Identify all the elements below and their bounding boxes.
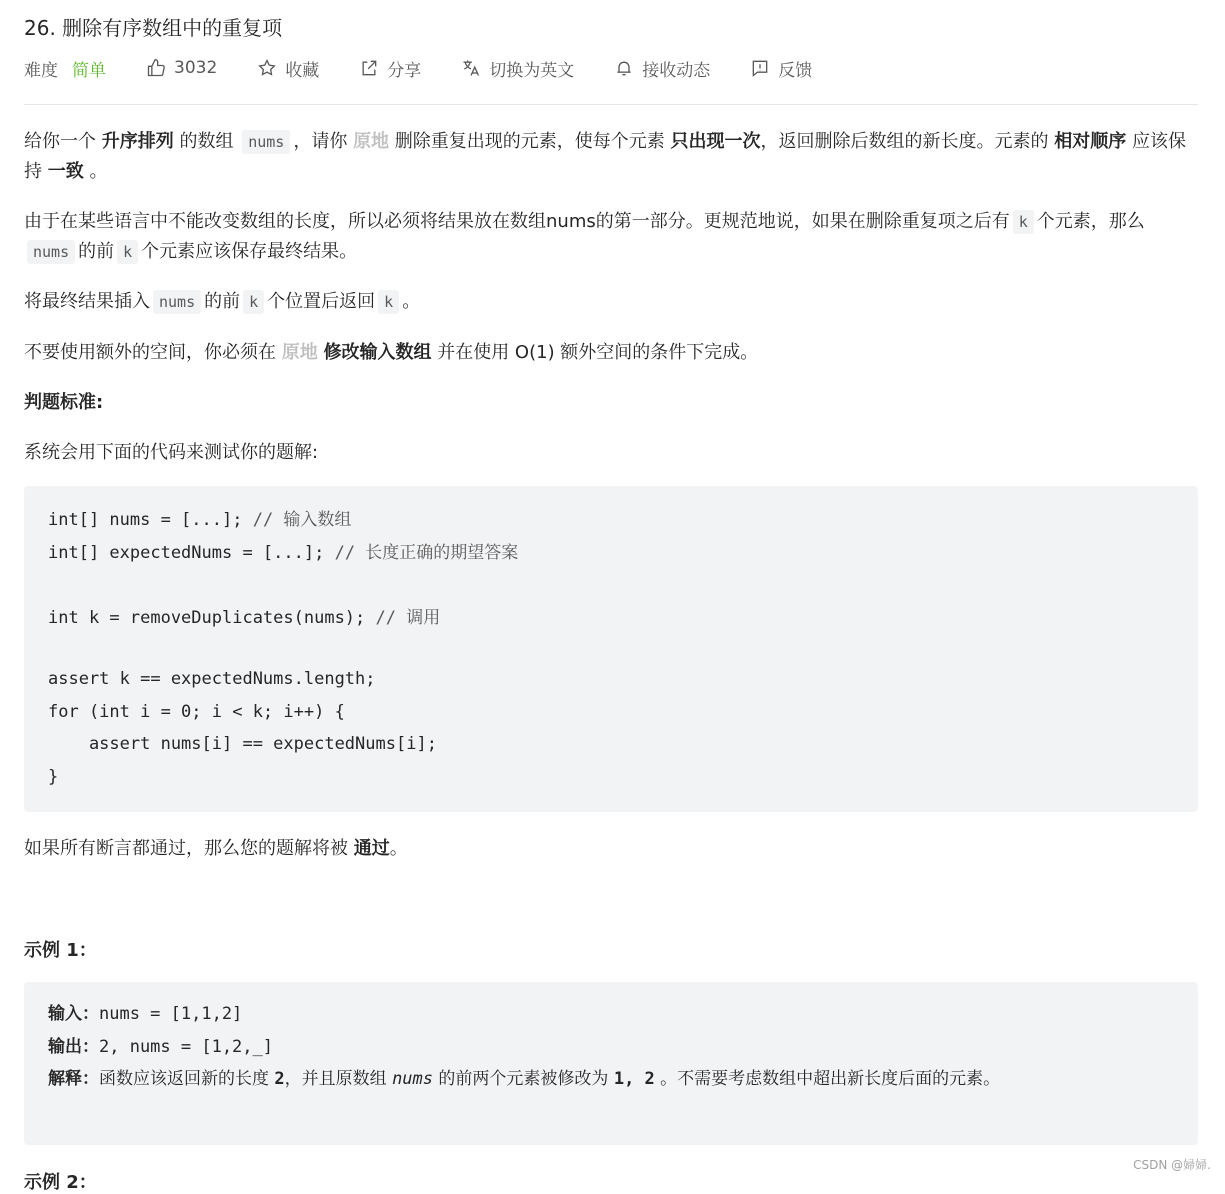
text: 。: [402, 291, 421, 312]
text: 个元素应该保存最终结果。: [141, 241, 358, 262]
difficulty-label: 难度: [24, 60, 58, 81]
inline-code: k: [117, 240, 138, 264]
problem-meta-bar: [24, 56, 852, 80]
example-input: [48, 998, 1168, 1031]
example-output: [48, 1031, 1168, 1064]
text: 的数组: [179, 131, 234, 152]
code-text: int k = removeDuplicates(nums);: [48, 608, 376, 628]
output-value: 2, nums = [1,2,_]: [99, 1037, 273, 1057]
favorite-label: 收藏: [285, 60, 320, 81]
translate-icon: [461, 58, 481, 78]
code-comment: // 调用: [375, 608, 441, 628]
code-line: }: [48, 767, 59, 787]
code-line: assert k == expectedNums.length;: [48, 669, 376, 689]
feedback-icon: [750, 58, 770, 78]
inline-code: nums: [153, 290, 201, 314]
explain-label: 解释：: [48, 1069, 99, 1089]
judge-text: 系统会用下面的代码来测试你的题解:: [24, 442, 319, 463]
text: 的前: [78, 241, 115, 262]
emphasis: 一致: [47, 161, 84, 182]
text: 应该保持: [24, 131, 1186, 182]
in-place-link[interactable]: 原地: [281, 342, 318, 363]
text: 将最终结果插入: [24, 291, 150, 312]
share-button[interactable]: [359, 56, 421, 81]
code-line: [48, 538, 518, 563]
description-paragraph-2: [24, 207, 1198, 267]
emphasis: 通过: [353, 838, 390, 859]
emphasis: 修改输入数组: [323, 342, 432, 363]
text: 删除重复出现的元素，使每个元素: [394, 131, 665, 152]
difficulty-badge: 简单: [72, 60, 106, 81]
like-count: 3032: [174, 58, 218, 78]
judge-heading: 判题标准:: [24, 392, 104, 413]
example-1-heading: 示例 1：: [24, 940, 97, 961]
inline-code: nums: [242, 130, 290, 154]
text: 如果所有断言都通过，那么您的题解将被: [24, 838, 348, 859]
text: 的前两个元素被修改为: [433, 1069, 614, 1089]
code-line: [48, 603, 440, 628]
feedback-label: 反馈: [778, 60, 813, 81]
bell-icon: [614, 58, 634, 78]
text: 的前: [204, 291, 241, 312]
code-line: [48, 505, 351, 530]
watermark: CSDN @婦婦.: [1133, 1158, 1211, 1172]
subscribe-label: 接收动态: [642, 60, 711, 81]
text: ，请你: [293, 131, 348, 152]
input-value: nums = [1,1,2]: [99, 1004, 243, 1024]
value: 1, 2: [613, 1069, 655, 1089]
code-text: int[] expectedNums = [...];: [48, 543, 335, 563]
emphasis: 只出现一次: [670, 131, 761, 152]
description-paragraph-3: [24, 287, 1198, 317]
text: ，并且原数组: [284, 1069, 393, 1089]
example-1-block: [24, 982, 1198, 1145]
inline-code: nums: [27, 240, 75, 264]
description-paragraph-4: [24, 338, 1198, 368]
switch-language-button[interactable]: [461, 56, 574, 81]
code-comment: // 长度正确的期望答案: [334, 543, 519, 563]
share-label: 分享: [387, 60, 422, 81]
header-divider: [24, 104, 1198, 105]
pass-paragraph: [24, 834, 1198, 864]
problem-title: 26. 删除有序数组中的重复项: [24, 16, 283, 40]
thumbs-up-icon: [146, 58, 166, 78]
text: 。: [389, 838, 408, 859]
in-place-link[interactable]: 原地: [353, 131, 390, 152]
description-paragraph-1: [24, 127, 1198, 187]
example-2-heading: 示例 2：: [24, 1172, 97, 1193]
judge-code-block: [24, 486, 1198, 812]
share-icon: [359, 58, 379, 78]
inline-code: k: [378, 290, 399, 314]
text: 并在使用 O(1) 额外空间的条件下完成。: [437, 342, 759, 363]
favorite-button[interactable]: [257, 56, 319, 81]
text: 函数应该返回新的长度: [99, 1069, 275, 1089]
text: 个位置后返回: [267, 291, 376, 312]
code-line: for (int i = 0; i < k; i++) {: [48, 702, 345, 722]
emphasis: 升序排列: [101, 131, 174, 152]
switch-language-label: 切换为英文: [489, 60, 575, 81]
value: 2: [274, 1069, 285, 1089]
text: ，返回删除后数组的新长度。元素的: [760, 131, 1049, 152]
subscribe-button[interactable]: [614, 56, 710, 81]
text: 。: [89, 161, 108, 182]
text: 由于在某些语言中不能改变数组的长度，所以必须将结果放在数组nums的第一部分。更规范地说，如果在删除重复项之后有: [24, 211, 1010, 232]
example-explanation: [48, 1063, 1168, 1096]
star-icon: [257, 58, 277, 78]
text: 给你一个: [24, 131, 96, 152]
text: 。不需要考虑数组中超出新长度后面的元素。: [654, 1069, 1001, 1089]
inline-code: k: [1013, 210, 1034, 234]
code-comment: // 输入数组: [252, 510, 352, 530]
variable: nums: [392, 1069, 434, 1089]
text: 个元素，那么: [1036, 211, 1145, 232]
code-text: int[] nums = [...];: [48, 510, 253, 530]
inline-code: k: [243, 290, 264, 314]
like-button[interactable]: [146, 58, 217, 78]
text: 不要使用额外的空间，你必须在: [24, 342, 276, 363]
code-line: assert nums[i] == expectedNums[i];: [48, 734, 437, 754]
output-label: 输出：: [48, 1037, 99, 1057]
input-label: 输入：: [48, 1004, 99, 1024]
emphasis: 相对顺序: [1054, 131, 1127, 152]
feedback-button[interactable]: [750, 56, 812, 81]
